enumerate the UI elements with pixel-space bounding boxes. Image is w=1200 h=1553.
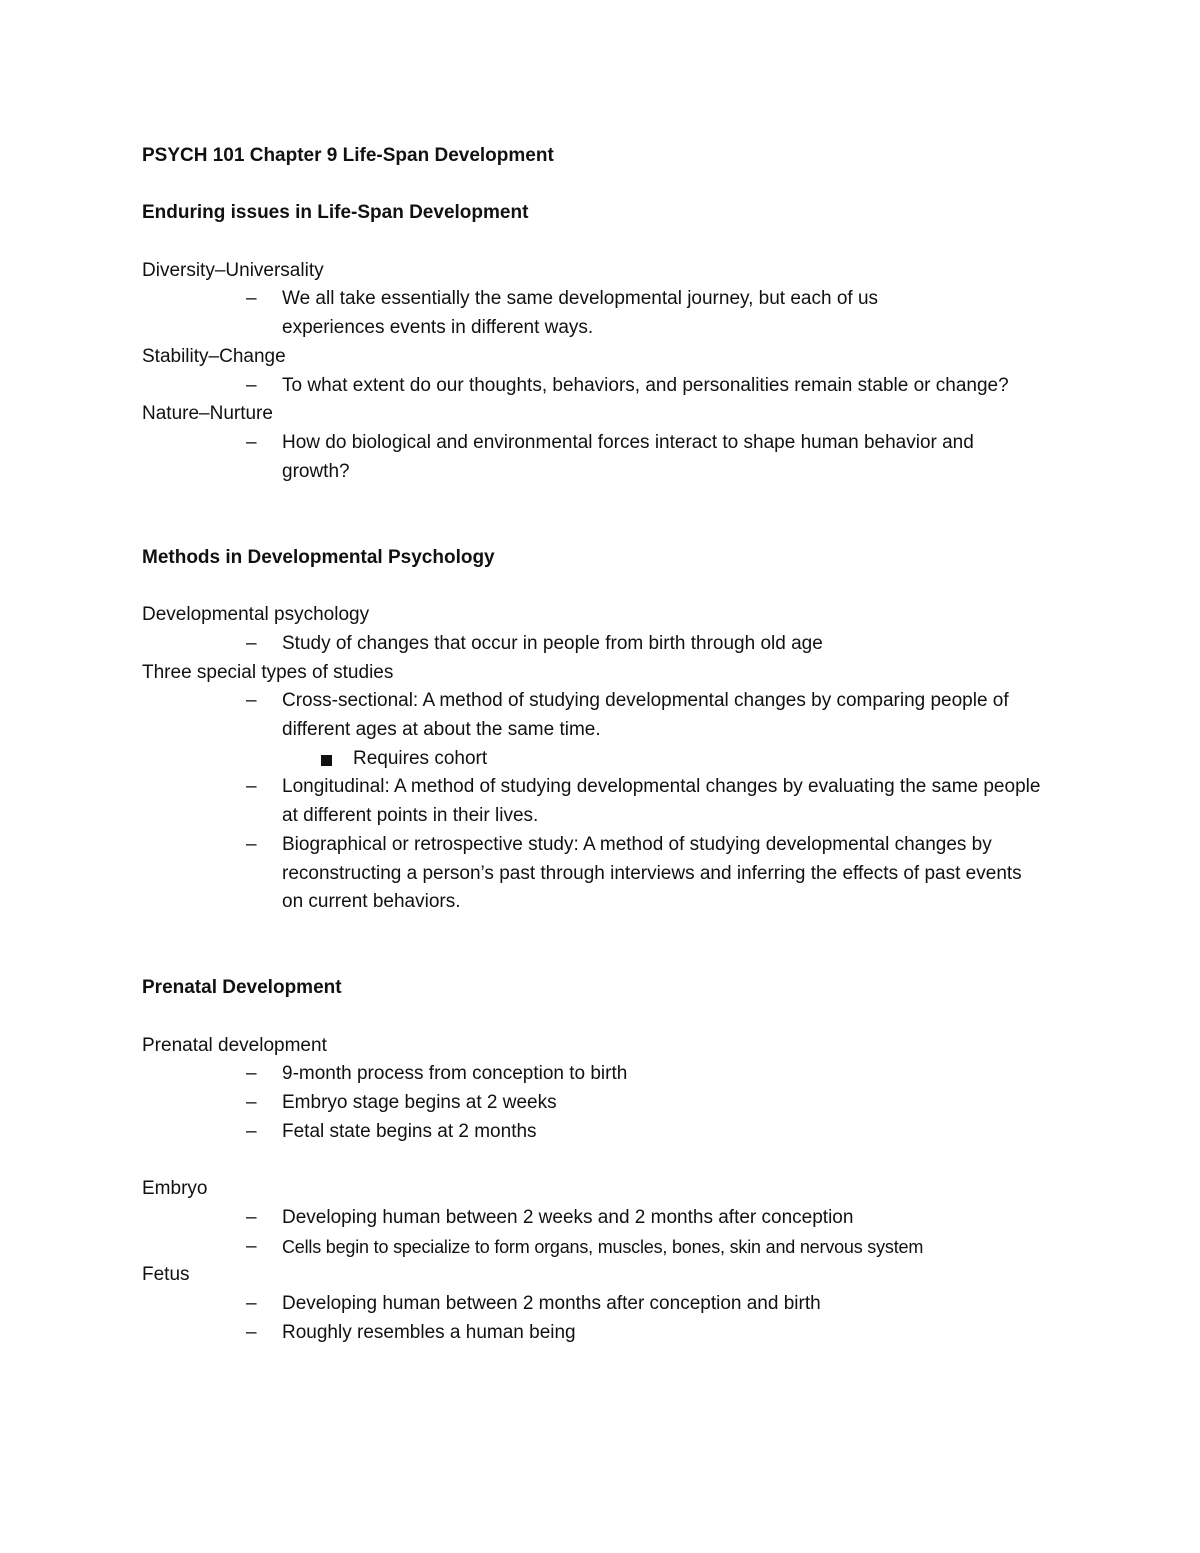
- list-item-text: Embryo stage begins at 2 weeks: [282, 1092, 557, 1114]
- list-item: [142, 285, 1102, 342]
- list-item: [142, 773, 1102, 830]
- list-item-text: To what extent do our thoughts, behaviors, and personalities remain stable or change?: [282, 374, 1009, 396]
- spacer: [142, 228, 1102, 257]
- topic-label: Developmental psychology: [142, 604, 370, 626]
- list-item-text: Cells begin to specialize to form organs, muscles, bones, skin and nervous system: [282, 1236, 924, 1257]
- topic-label: Three special types of studies: [142, 661, 394, 683]
- list-item: [142, 687, 1102, 744]
- dash-bullet: –: [246, 1206, 257, 1228]
- spacer: [142, 1147, 1102, 1176]
- dash-bullet: –: [246, 776, 257, 798]
- topic-label: Prenatal development: [142, 1034, 327, 1056]
- list-item-text: Biographical or retrospective study: A method of studying developmental changes by reconstructing a person’s past through interviews and inferring the effects of past events on current behaviors.: [282, 833, 1022, 913]
- list-item: [142, 1290, 1102, 1319]
- square-bullet-icon: [321, 755, 332, 766]
- dash-bullet: –: [246, 432, 257, 453]
- dash-bullet: –: [246, 1120, 257, 1142]
- list-item: [142, 630, 1102, 659]
- topic-label: Stability–Change: [142, 345, 286, 367]
- topic-label: Diversity–Universality: [142, 259, 324, 281]
- section-heading: Methods in Developmental Psychology: [142, 546, 495, 568]
- dash-bullet: –: [246, 374, 257, 396]
- spacer: [142, 917, 1102, 974]
- list-item: [142, 429, 1102, 486]
- list-item: [142, 1060, 1102, 1089]
- dash-bullet: –: [246, 1293, 257, 1315]
- dash-bullet: –: [246, 1321, 257, 1343]
- list-item-text: We all take essentially the same developmental journey, but each of us experiences events in different ways.: [282, 288, 879, 339]
- dash-bullet: –: [246, 632, 257, 654]
- list-item-text: Developing human between 2 weeks and 2 months after conception: [282, 1206, 854, 1228]
- spacer: [142, 573, 1102, 602]
- list-item-text: 9-month process from conception to birth: [282, 1063, 628, 1085]
- list-item: [142, 1233, 1102, 1262]
- dash-bullet: –: [246, 833, 257, 855]
- document-title: PSYCH 101 Chapter 9 Life-Span Development: [142, 145, 554, 166]
- spacer: [142, 1003, 1102, 1032]
- list-item: [142, 372, 1102, 401]
- topic-label: Embryo: [142, 1178, 208, 1200]
- list-item-text: How do biological and environmental forces interact to shape human behavior and growth?: [282, 432, 974, 482]
- topic-label: Fetus: [142, 1264, 190, 1286]
- list-item: [142, 1118, 1102, 1147]
- dash-bullet: –: [246, 1235, 257, 1257]
- list-item-text: Roughly resembles a human being: [282, 1321, 576, 1343]
- dash-bullet: –: [246, 288, 257, 310]
- list-item: [142, 1204, 1102, 1233]
- list-item-text: Cross-sectional: A method of studying developmental changes by comparing people of different ages at about the same time.: [282, 690, 1009, 740]
- list-item: [142, 1319, 1102, 1348]
- list-item-text: Longitudinal: A method of studying developmental changes by evaluating the same people at different points in their lives.: [282, 776, 1041, 827]
- document-page: [142, 142, 1102, 1347]
- list-item-text: Developing human between 2 months after conception and birth: [282, 1293, 821, 1315]
- list-item: [142, 1089, 1102, 1118]
- list-item: [142, 831, 1102, 917]
- dash-bullet: –: [246, 690, 257, 712]
- list-item-text: Fetal state begins at 2 months: [282, 1120, 537, 1142]
- dash-bullet: –: [246, 1063, 257, 1085]
- section-heading: Prenatal Development: [142, 977, 342, 999]
- section-heading: Enduring issues in Life-Span Development: [142, 202, 529, 224]
- topic-label: Nature–Nurture: [142, 403, 273, 425]
- list-item-text: Study of changes that occur in people from birth through old age: [282, 632, 823, 654]
- spacer: [142, 171, 1102, 200]
- dash-bullet: –: [246, 1092, 257, 1114]
- sub-list-item-text: Requires cohort: [353, 747, 488, 769]
- sub-list-item: [142, 745, 1102, 774]
- spacer: [142, 486, 1102, 543]
